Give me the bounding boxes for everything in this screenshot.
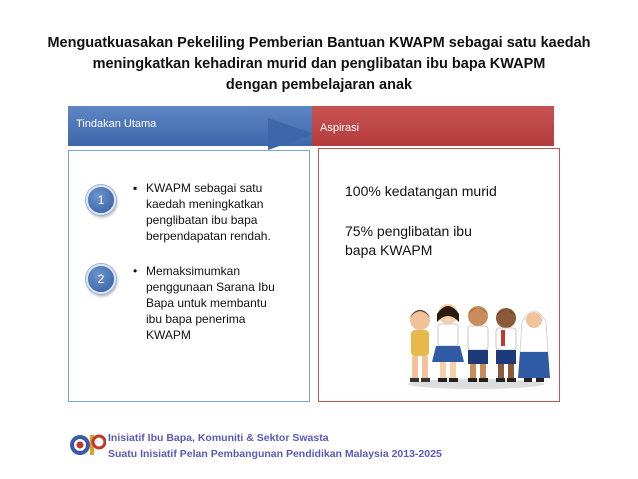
action-2-line-1: Memaksimumkan <box>146 264 241 278</box>
action-item-2 <box>133 263 303 343</box>
action-2-line-4: ibu bapa penerima <box>146 312 246 326</box>
footer-initiative: Inisiatif Ibu Bapa, Komuniti & Sektor Swasta <box>108 432 329 444</box>
ppm-logo <box>68 430 106 460</box>
child-figure <box>410 310 430 382</box>
header-left-label: Tindakan Utama <box>76 118 157 130</box>
aspiration-attendance: 100% kedatangan murid <box>345 183 497 199</box>
round-bullet-icon: • <box>133 264 138 278</box>
aspiration-involvement-line-1: 75% penglibatan ibu <box>345 223 472 239</box>
header-aspirasi <box>312 106 554 146</box>
title-line-3: dengan pembelajaran anak <box>225 77 413 93</box>
footer-subtitle: Suatu Inisiatif Pelan Pembangunan Pendidikan Malaysia 2013-2025 <box>108 448 442 460</box>
action-1-line-4: berpendapatan rendah. <box>146 229 271 243</box>
header-right-label: Aspirasi <box>320 122 360 134</box>
child-figure <box>496 308 516 382</box>
arrow-icon <box>268 118 314 150</box>
child-figure <box>432 304 464 382</box>
title-line-1: Menguatkuasakan Pekeliling Pemberian Bantuan KWAPM sebagai satu kaedah <box>47 35 591 51</box>
aspiration-involvement-line-2: bapa KWAPM <box>345 242 433 258</box>
action-2-line-3: Bapa untuk membantu <box>146 296 267 310</box>
aspiration-involvement <box>345 222 472 260</box>
title-line-2: meningkatkan kehadiran murid dan penglibatan ibu bapa KWAPM <box>92 56 546 72</box>
child-figure <box>518 311 550 382</box>
number-badge-2: 2 <box>86 264 116 294</box>
child-figure <box>468 306 488 382</box>
action-1-line-3: penglibatan ibu bapa <box>146 213 258 227</box>
slide-title <box>10 33 628 96</box>
square-bullet-icon: ▪ <box>133 181 138 195</box>
action-1-line-2: kaedah meningkatkan <box>146 197 264 211</box>
action-2-line-2: penggunaan Sarana Ibu <box>146 280 275 294</box>
action-item-1 <box>133 180 303 244</box>
action-2-line-5: KWAPM <box>146 328 191 342</box>
action-1-line-1: KWAPM sebagai satu <box>146 181 263 195</box>
children-illustration <box>402 292 550 390</box>
number-badge-1: 1 <box>86 185 116 215</box>
